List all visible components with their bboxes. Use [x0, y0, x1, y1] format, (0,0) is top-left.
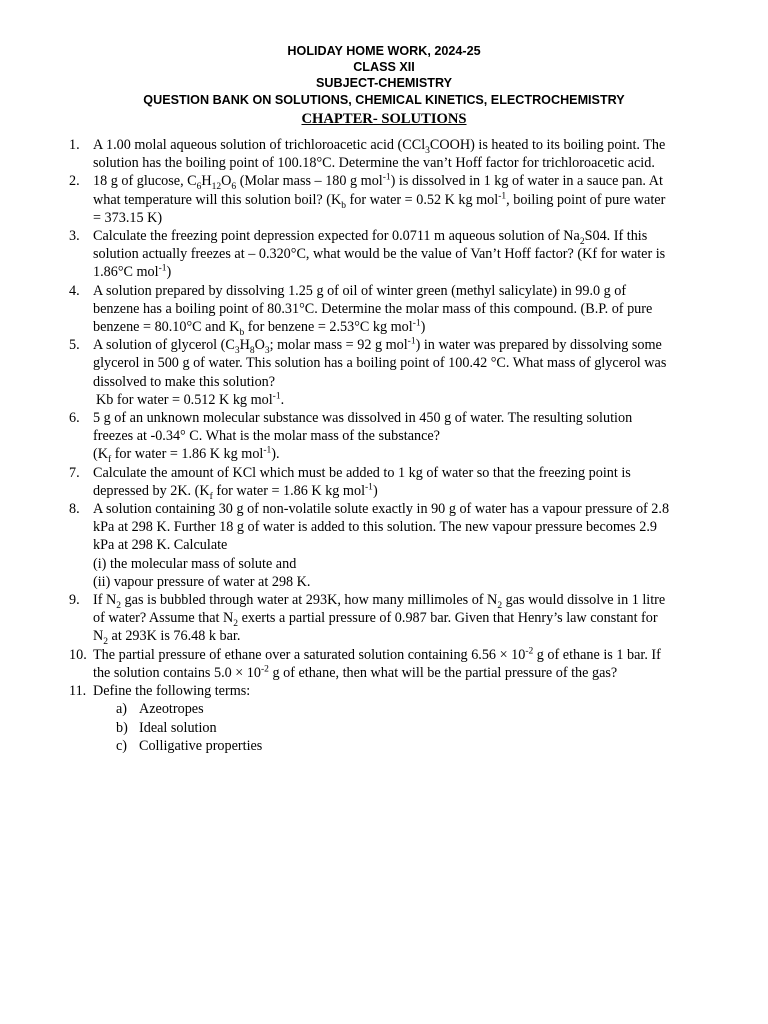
question-item	[0, 282, 768, 337]
question-text-line: kPa at 298 K. Calculate	[93, 537, 228, 554]
question-item	[0, 409, 768, 464]
question-item	[0, 500, 768, 591]
header-subject: SUBJECT-CHEMISTRY	[316, 76, 452, 91]
question-text-line: dissolved to make this solution?	[93, 373, 276, 390]
term-text: Colligative properties	[139, 737, 263, 754]
question-item	[0, 227, 768, 282]
question-text-line: 1.86°C mol$^{-1}$)	[93, 263, 172, 281]
definition-term	[0, 737, 768, 755]
question-item	[0, 136, 768, 172]
definition-term	[0, 719, 768, 737]
header-class: CLASS XII	[353, 60, 415, 75]
definition-term	[0, 700, 768, 718]
question-text-line: A 1.00 molal aqueous solution of trichloroacetic acid (CCl$_3$COOH) is heated to its boiling point. The	[93, 137, 666, 156]
question-text-line: $N_2$ at 293K is 76.48 k bar.	[93, 628, 241, 648]
question-item	[0, 646, 768, 682]
question-number: 4.	[69, 282, 80, 299]
question-number: 3.	[69, 228, 80, 245]
question-text-line: 18 g of glucose, $C_6H_{12}O_6$ (Molar mass – 180 g mol$^{-1}$) is dissolved in 1 kg of water in a sauce pan. At	[93, 172, 663, 193]
question-text-line: freezes at -0.34° C. What is the molar mass of the substance?	[93, 428, 440, 445]
question-text-line: benzene has a boiling point of 80.31°C. Determine the molar mass of this compound. (B.P. of pure	[93, 300, 653, 317]
question-text-line: = 373.15 K)	[93, 209, 163, 226]
question-item	[0, 464, 768, 500]
term-letter: a)	[116, 701, 128, 718]
term-letter: c)	[116, 737, 128, 754]
question-text-line: solution actually freezes at – 0.320°C, what would be the value of Van’t Hoff factor? (Kf for water is	[93, 246, 666, 263]
question-text-line: ($K_f$ for water = 1.86 K kg mol$^{-1}$).	[93, 445, 280, 466]
question-number: 1.	[69, 137, 80, 153]
question-text-line: kPa at 298 K. Further 18 g of water is added to this solution. The new vapour pressure becomes 2.9	[93, 519, 657, 536]
question-text-line: what temperature will this solution boil? ($K_b$ for water = 0.52 K kg mol$^{-1}$, boiling point of pure water	[93, 190, 666, 211]
question-text-line: (i) the molecular mass of solute and	[93, 555, 297, 572]
question-number: 7.	[69, 464, 80, 481]
question-number: 2.	[69, 173, 80, 190]
term-letter: b)	[116, 719, 128, 736]
question-text-line: benzene = 80.10°C and $K_b$ for benzene = 2.53°C kg mol$^{-1}$)	[93, 318, 426, 338]
question-number: 10.	[69, 646, 87, 663]
question-item	[0, 336, 768, 409]
question-text-line: Calculate the amount of KCl which must be added to 1 kg of water so that the freezing point is	[93, 464, 631, 481]
question-text-line: Define the following terms:	[93, 683, 251, 700]
question-text-line: If $N_2$ gas is bubbled through water at 293K, how many millimoles of $N_2$ gas would dissolve in 1 litre	[93, 592, 666, 611]
question-number: 5.	[69, 337, 80, 354]
term-text: Azeotropes	[139, 701, 204, 718]
chapter-title: CHAPTER- SOLUTIONS	[301, 111, 467, 127]
question-text-line: A solution containing 30 g of non-volatile solute exactly in 90 g of water has a vapour pressure of 2.8	[93, 501, 670, 518]
question-number: 6.	[69, 410, 80, 427]
question-text-line: solution has the boiling point of 100.18°C. Determine the van’t Hoff factor for trichloroacetic acid.	[93, 155, 655, 172]
question-number: 11.	[69, 683, 87, 700]
question-text-line: Calculate the freezing point depression expected for 0.0711 m aqueous solution of $Na_2S04$. If this	[93, 228, 648, 247]
question-text-line: depressed by 2K. ($K_f$ for water = 1.86 K kg mol$^{-1}$)	[93, 482, 378, 502]
question-item	[0, 172, 768, 227]
question-number: 9.	[69, 592, 80, 609]
term-text: Ideal solution	[139, 719, 217, 736]
question-text-line: (ii) vapour pressure of water at 298 K.	[93, 573, 311, 590]
header-question-bank: QUESTION BANK ON SOLUTIONS, CHEMICAL KINETICS, ELECTROCHEMISTRY	[143, 92, 625, 107]
question-text-line: 5 g of an unknown molecular substance was dissolved in 450 g of water. The resulting solution	[93, 410, 633, 427]
question-number: 8.	[69, 501, 80, 518]
document-header	[0, 43, 768, 108]
question-item	[0, 591, 768, 646]
header-title: HOLIDAY HOME WORK, 2024-25	[287, 44, 481, 58]
question-text-line: A solution prepared by dissolving 1.25 g of oil of winter green (methyl salicylate) in 99.0 g of	[93, 282, 627, 299]
question-text-line: the solution contains $5.0 \times 10^{-2}$ g of ethane, then what will be the partial pressure of the gas?	[93, 664, 618, 681]
question-text-line: The partial pressure of ethane over a saturated solution containing $6.56 \times 10^{-2}$ g of ethane is 1 bar. If	[93, 645, 661, 663]
question-text-line: glycerol in 500 g of water. This solution has a boiling point of 100.42 °C. What mass of glycerol was	[93, 355, 667, 372]
question-list	[0, 136, 768, 755]
question-text-line: A solution of glycerol ($C_3H_8O_3$; molar mass = 92 g mol$^{-1}$) in water was prepared by dissolving some	[93, 336, 662, 357]
question-text-line: Kb for water = 0.512 K kg mol$^{-1}$.	[96, 391, 285, 408]
question-text-line: of water? Assume that $N_2$ exerts a partial pressure of 0.987 bar. Given that Henry’s law constant for	[93, 610, 658, 630]
question-item	[0, 682, 768, 700]
